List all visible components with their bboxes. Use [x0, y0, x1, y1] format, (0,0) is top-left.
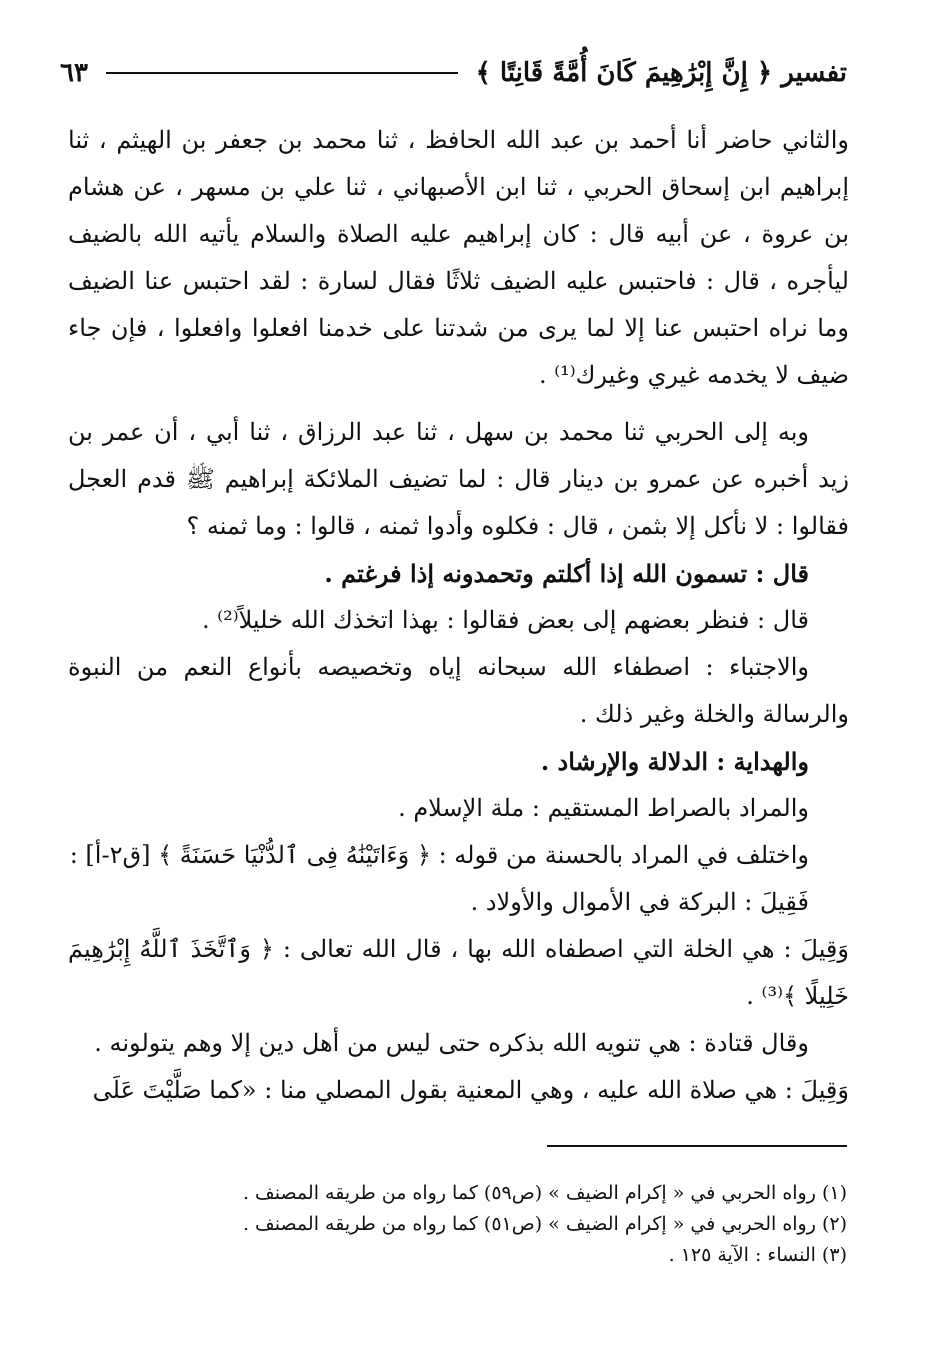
footnote: (١) رواه الحربي في « إكرام الضيف » (ص٥٩) كما رواه من طريقه المصنف . [242, 1182, 847, 1204]
paragraph: وَقِيلَ : هي الخلة التي اصطفاه الله بها ، قال الله تعالى : ﴿ وَٱتَّخَذَ ٱللَّهُ إِبْرَٰهِيمَ خَلِيلًا ﴾⁽³⁾ . [68, 935, 849, 1010]
paragraph: قال : فنظر بعضهم إلى بعض فقالوا : بهذا اتخذك الله خليلاً⁽²⁾ . [201, 606, 809, 634]
footnote-rule [547, 1145, 847, 1147]
footnotes [68, 1178, 847, 1271]
paragraph: والاجتباء : اصطفاء الله سبحانه إياه وتخصيصه بأنواع النعم من النبوة والرسالة والخلة وغير ذلك . [68, 653, 849, 728]
header-rule [106, 72, 458, 74]
paragraph: والمراد بالصراط المستقيم : ملة الإسلام . [398, 794, 809, 822]
page-header [60, 48, 847, 98]
paragraph: وبه إلى الحربي ثنا محمد بن سهل ، ثنا عبد الرزاق ، ثنا أبي ، أن عمر بن زيد أخبره عن عمرو بن دينار قال : لما تضيف الملائكة إبراهيم ﷺ قدم العجل فقالوا : لا نأكل إلا بثمن ، قال : فكلوه وأدوا ثمنه ، قالوا : وما ثمنه ؟ [68, 418, 850, 540]
paragraph: قال : تسمون الله إذا أكلتم وتحمدونه إذا فرغتم . [324, 559, 809, 588]
paragraph: فَقِيلَ : البركة في الأموال والأولاد . [470, 888, 809, 916]
paragraph: والثاني حاضر أنا أحمد بن عبد الله الحافظ ، ثنا محمد بن جعفر بن الهيثم ، ثنا إبراهيم ابن إسحاق الحربي ، ثنا ابن الأصبهاني ، ثنا علي بن مسهر ، عن هشام بن عروة ، عن أبيه قال : كان إبراهيم عليه الصلاة والسلام يأتيه الله بالضيف ليأجره ، قال : فاحتبس عليه الضيف ثلاثًا فقال لسارة : لقد احتبس عنا الضيف وما نراه احتبس عنا إلا لما يرى من شدتنا على خدمنا افعلوا وافعلوا ، فإن جاء ضيف لا يخدمه غيري وغيرك⁽¹⁾ . [68, 126, 849, 389]
paragraph: والهداية : الدلالة والإرشاد . [540, 747, 809, 776]
main-text [68, 117, 849, 1114]
paragraph: واختلف في المراد بالحسنة من قوله : ﴿ وَءَاتَيْنَٰهُ فِى ٱلدُّنْيَا حَسَنَةً ﴾ [ق٢-أ] : [69, 841, 809, 869]
running-title: تفسير ﴿ إِنَّ إِبْرَٰهِيمَ كَانَ أُمَّةً قَانِتًا ﴾ [475, 58, 847, 88]
page-number: ٦٣ [60, 58, 88, 88]
footnote: (٢) رواه الحربي في « إكرام الضيف » (ص٥١) كما رواه من طريقه المصنف . [242, 1213, 847, 1235]
footnote: (٣) النساء : الآية ١٢٥ . [668, 1244, 847, 1266]
paragraph: وَقِيلَ : هي صلاة الله عليه ، وهي المعنية بقول المصلي منا : «كما صَلَّيْتَ عَلَى [92, 1076, 849, 1104]
paragraph: وقال قتادة : هي تنويه الله بذكره حتى ليس من أهل دين إلا وهم يتولونه . [94, 1029, 809, 1057]
